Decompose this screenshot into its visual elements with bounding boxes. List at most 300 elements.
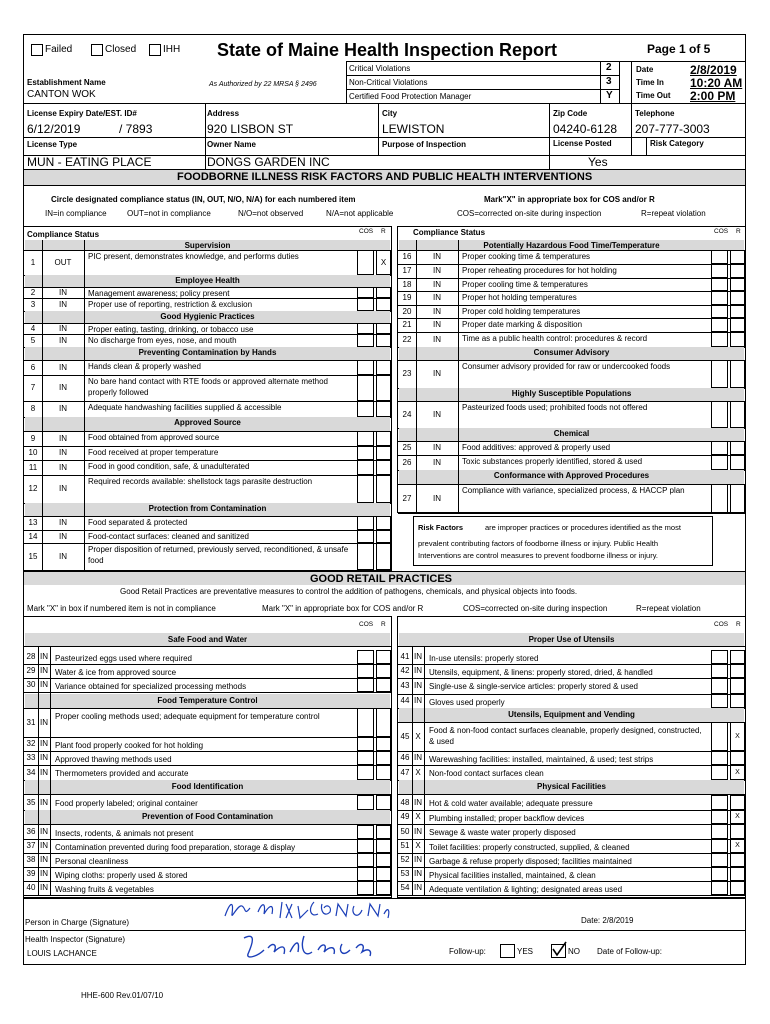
fb-left-row-divider: [24, 431, 391, 432]
gr-right-cos-box[interactable]: [711, 751, 728, 765]
gr-left-cos-box[interactable]: [357, 853, 374, 867]
fb-left-cos-box[interactable]: [357, 460, 374, 475]
retail-subtitle: Good Retail Practices are preventative measures to control the addition of pathogens, chemicals, and physical objects into foods.: [120, 587, 578, 596]
gr-left-r-box[interactable]: [376, 795, 391, 810]
fb-left-item-status: IN: [59, 299, 67, 309]
gr-left-row-divider: [24, 867, 391, 868]
gr-left-row-divider: [24, 824, 391, 825]
gr-left-item-description: Personal cleanliness: [55, 857, 129, 866]
fb-right-r-box[interactable]: [730, 360, 745, 388]
gr-left-r-box[interactable]: [376, 853, 391, 867]
gr-left-item-status: IN: [40, 767, 48, 777]
fb-left-item-description: Proper use of reporting, restriction & exclusion: [88, 300, 253, 309]
gr-right-item-number: 45: [400, 731, 410, 741]
gr-left-item-number: 31: [26, 717, 36, 727]
gr-right-r-box[interactable]: [730, 795, 745, 810]
fb-left-row-divider: [24, 543, 391, 544]
fb-left-item-number: 15: [28, 551, 38, 561]
fb-left-item-status: IN: [59, 335, 67, 345]
fb-left-item-number: 4: [30, 324, 36, 333]
risk-note-3: Interventions are control measures to prevent foodborne illness or injury.: [418, 551, 658, 560]
fb-right-item-status: IN: [433, 252, 441, 261]
gr-left-item-number: 33: [26, 753, 36, 762]
gr-right-r-mark: X: [735, 768, 740, 776]
fb-right-item-number: 23: [402, 369, 412, 378]
gr-left-cos-box[interactable]: [357, 867, 374, 881]
fb-right-r-box[interactable]: [730, 278, 745, 291]
fb-right-row-divider: [398, 264, 745, 265]
fb-left-item-status: IN: [59, 404, 67, 413]
closed-label: Closed: [105, 44, 137, 55]
fb-left-section-title: Good Hygienic Practices: [160, 312, 255, 321]
gr-right-section-title: Utensils, Equipment and Vending: [508, 710, 635, 719]
fb-right-item-number: 16: [402, 252, 412, 261]
fb-right-cos-box[interactable]: [711, 441, 728, 455]
out-note: OUT=not in compliance: [127, 209, 211, 218]
gr-left-item-description: Plant food properly cooked for hot holding: [55, 741, 204, 750]
fb-left-cos-box[interactable]: [357, 516, 374, 530]
fb-left-cos-box[interactable]: [357, 446, 374, 460]
gr-right-cos-box[interactable]: [711, 824, 728, 839]
right-r-header: R: [736, 228, 741, 235]
gr-right-row-divider: [398, 794, 745, 795]
fb-left-item-description: Proper eating, tasting, drinking, or tobacco use: [88, 325, 254, 334]
gr-left-section-title: Safe Food and Water: [167, 635, 248, 644]
gr-right-cos-box[interactable]: [711, 795, 728, 810]
gr-left-item-status: IN: [40, 883, 48, 892]
fb-right-item-number: 26: [402, 457, 412, 467]
gr-right-r-box[interactable]: [730, 853, 745, 867]
fb-left-cos-box[interactable]: [357, 250, 374, 275]
fb-right-item-status: IN: [433, 369, 441, 378]
fb-right-cos-box[interactable]: [711, 250, 728, 264]
gr-left-item-status: IN: [40, 680, 48, 689]
gr-right-item-status: IN: [414, 869, 422, 878]
fb-right-cos-box[interactable]: [711, 278, 728, 291]
zip-value: 04240-6128: [553, 122, 618, 136]
telephone-value: 207-777-3003: [635, 122, 710, 136]
fb-right-cos-box[interactable]: [711, 264, 728, 278]
followup-label: Follow-up:: [449, 947, 486, 956]
gr-right-item-number: 54: [400, 883, 410, 892]
fb-left-item-description: Food separated & protected: [88, 518, 188, 527]
gr-left-item-description: Variance obtained for specialized processing methods: [55, 682, 247, 691]
gr-right-item-description: Hot & cold water available; adequate pressure: [429, 799, 593, 808]
cos-note: COS=corrected on-site during inspection: [457, 209, 602, 218]
ihh-checkbox[interactable]: [149, 44, 161, 56]
fb-left-section-title: Employee Health: [175, 276, 240, 285]
gr-right-col-divider: [424, 646, 425, 895]
fb-right-cos-box[interactable]: [711, 455, 728, 470]
risk-note-bold: Risk Factors: [418, 523, 464, 532]
gr-right-cos-box[interactable]: [711, 810, 728, 824]
gr-left-row-divider: [24, 737, 391, 738]
fb-left-row-divider: [24, 570, 391, 571]
fb-left-item-description: No discharge from eyes, nose, and mouth: [88, 336, 237, 345]
fb-left-cos-box[interactable]: [357, 287, 374, 298]
left-cos-header: COS: [359, 228, 374, 235]
fb-left-item-number: 9: [30, 433, 36, 443]
gr-left-section-title: Food Identification: [171, 782, 244, 791]
fb-left-row-divider: [24, 446, 391, 447]
fb-left-row-divider: [24, 287, 391, 288]
fb-left-row-divider: [24, 298, 391, 299]
fb-left-item-number: 13: [28, 518, 38, 527]
fb-right-section-title: Highly Susceptible Populations: [511, 389, 632, 398]
fb-right-row-divider: [398, 401, 745, 402]
gr-right-r-box[interactable]: [730, 867, 745, 881]
fb-right-col-divider: [416, 240, 417, 513]
fb-left-r-box[interactable]: [376, 360, 391, 375]
gr-right-item-status: IN: [414, 666, 422, 675]
gr-right-r-box[interactable]: [730, 664, 745, 678]
fb-left-item-number: 12: [28, 484, 38, 493]
retail-left-r: R: [381, 621, 386, 628]
fb-left-r-box[interactable]: [376, 475, 391, 503]
telephone-label: Telephone: [635, 109, 675, 118]
fb-right-row-divider: [398, 332, 745, 333]
gr-left-row-divider: [24, 839, 391, 840]
gr-right-row-divider: [398, 694, 745, 695]
fb-right-item-status: IN: [433, 409, 441, 419]
ihh-label: IHH: [163, 44, 181, 55]
certified-value: Y: [606, 90, 613, 101]
na-note: N/A=not applicable: [326, 209, 394, 218]
followup-yes-checkbox[interactable]: [500, 944, 515, 958]
fb-left-item-status: IN: [59, 551, 67, 561]
gr-left-item-description: Washing fruits & vegetables: [55, 885, 154, 894]
gr-left-cos-box[interactable]: [357, 795, 374, 810]
gr-right-item-status: IN: [414, 696, 422, 705]
fb-right-cos-box[interactable]: [711, 484, 728, 513]
fb-left-cos-box[interactable]: [357, 543, 374, 570]
fb-right-r-box[interactable]: [730, 291, 745, 305]
fb-left-r-box[interactable]: [376, 460, 391, 475]
gr-left-r-box[interactable]: [376, 737, 391, 751]
fb-right-row-divider: [398, 441, 745, 442]
gr-left-row-divider: [24, 751, 391, 752]
gr-right-item-status: IN: [414, 826, 422, 836]
gr-left-cos-box[interactable]: [357, 825, 374, 839]
gr-right-cos-box[interactable]: [711, 867, 728, 881]
owner-value: DONGS GARDEN INC: [207, 155, 330, 169]
gr-right-r-box[interactable]: [730, 694, 745, 708]
gr-right-r-box[interactable]: [730, 751, 745, 765]
fb-right-item-status: IN: [433, 493, 441, 503]
fb-right-item-description: Proper reheating procedures for hot holding: [462, 266, 617, 275]
noncritical-label: Non-Critical Violations: [349, 78, 428, 87]
fb-left-item-description: Proper disposition of returned, previously served, reconditioned, & unsafe food: [88, 545, 349, 565]
gr-left-r-box[interactable]: [376, 825, 391, 839]
fb-right-r-box[interactable]: [730, 455, 745, 470]
gr-left-row-divider: [24, 678, 391, 679]
gr-right-cos-box[interactable]: [711, 765, 728, 780]
fb-left-r-box[interactable]: [376, 543, 391, 570]
fb-left-cos-box[interactable]: [357, 334, 374, 347]
fb-right-item-number: 27: [402, 493, 412, 503]
fb-left-col-divider: [42, 240, 43, 570]
gr-left-section-title: Food Temperature Control: [157, 696, 258, 705]
fb-right-cos-box[interactable]: [711, 318, 728, 332]
fb-right-item-status: IN: [433, 320, 441, 329]
gr-left-r-box[interactable]: [376, 751, 391, 765]
fb-left-item-status: IN: [59, 462, 67, 472]
gr-left-item-description: Water & ice from approved source: [55, 668, 177, 677]
fb-right-cos-box[interactable]: [711, 305, 728, 318]
gr-right-cos-box[interactable]: [711, 678, 728, 694]
fb-left-r-box[interactable]: [376, 446, 391, 460]
gr-right-item-status: IN: [414, 753, 422, 762]
gr-left-item-description: Proper cooling methods used; adequate equipment for temperature control: [55, 712, 320, 721]
inspector-signature: [238, 930, 378, 966]
certified-label: Certified Food Protection Manager: [349, 92, 472, 101]
gr-left-item-status: IN: [40, 827, 48, 836]
gr-right-cos-box[interactable]: [711, 881, 728, 895]
fb-right-cos-box[interactable]: [711, 401, 728, 428]
gr-left-r-box[interactable]: [376, 867, 391, 881]
fb-left-cos-box[interactable]: [357, 401, 374, 417]
mark-note: Mark"X" in appropriate box for COS and/or R: [484, 195, 655, 204]
fb-left-cos-box[interactable]: [357, 530, 374, 543]
fb-right-item-number: 17: [402, 266, 412, 275]
gr-right-cos-box[interactable]: [711, 664, 728, 678]
fb-right-r-box[interactable]: [730, 318, 745, 332]
fb-right-item-description: Compliance with variance, specialized process, & HACCP plan: [462, 486, 685, 495]
gr-left-row-divider: [24, 765, 391, 766]
gr-right-item-description: Single-use & single-service articles: properly stored & used: [429, 682, 638, 691]
fb-left-section-title: Preventing Contamination by Hands: [138, 348, 277, 357]
fb-left-cos-box[interactable]: [357, 298, 374, 311]
gr-right-r-box[interactable]: [730, 678, 745, 694]
city-label: City: [382, 109, 398, 118]
date-value: 2/8/2019: [690, 63, 737, 77]
city-value: LEWISTON: [382, 122, 445, 136]
fb-right-r-box[interactable]: [730, 484, 745, 513]
gr-left-cos-box[interactable]: [357, 765, 374, 780]
page-title: State of Maine Health Inspection Report: [217, 40, 558, 60]
gr-right-cos-box[interactable]: [711, 722, 728, 751]
noncritical-count: 3: [606, 76, 612, 87]
fb-right-r-box[interactable]: [730, 264, 745, 278]
time-in-value: 10:20 AM: [690, 76, 743, 90]
closed-checkbox[interactable]: [91, 44, 103, 56]
gr-left-item-description: Wiping cloths: properly used & stored: [55, 871, 188, 880]
gr-left-col-divider: [50, 646, 51, 895]
fb-left-cos-box[interactable]: [357, 475, 374, 503]
gr-left-r-box[interactable]: [376, 765, 391, 780]
gr-right-item-status: X: [415, 731, 421, 741]
gr-left-row-divider: [24, 664, 391, 665]
gr-right-item-description: Sewage & waste water properly disposed: [429, 828, 576, 837]
gr-right-cos-box[interactable]: [711, 694, 728, 708]
fb-left-row-divider: [24, 375, 391, 376]
form-id: HHE-600 Rev.01/07/10: [81, 991, 164, 1000]
fb-left-item-status: IN: [59, 531, 67, 541]
fb-left-cos-box[interactable]: [357, 360, 374, 375]
fb-right-item-description: Proper hot holding temperatures: [462, 293, 577, 302]
gr-left-item-number: 37: [26, 841, 36, 850]
gr-right-item-description: Garbage & refuse properly disposed; facilities maintained: [429, 857, 632, 866]
gr-left-r-box[interactable]: [376, 650, 391, 664]
establishment-label: Establishment Name: [27, 78, 106, 87]
gr-left-item-status: IN: [40, 753, 48, 762]
gr-right-item-number: 47: [400, 767, 410, 777]
gr-left-item-description: Food properly labeled; original container: [55, 799, 198, 808]
gr-left-item-description: Insects, rodents, & animals not present: [55, 829, 194, 838]
fb-left-item-status: IN: [59, 484, 67, 493]
gr-right-item-status: IN: [414, 797, 422, 807]
fb-left-cos-box[interactable]: [357, 431, 374, 446]
fb-left-cos-box[interactable]: [357, 375, 374, 401]
gr-left-section-title: Prevention of Food Contamination: [141, 812, 274, 821]
fb-right-item-status: IN: [433, 293, 441, 302]
fb-left-r-box[interactable]: [376, 516, 391, 530]
gr-left-r-box[interactable]: [376, 839, 391, 853]
gr-left-cos-box[interactable]: [357, 664, 374, 678]
fb-left-r-box[interactable]: [376, 298, 391, 311]
fb-left-r-box[interactable]: [376, 401, 391, 417]
inspector-signature-label: Health Inspector (Signature): [25, 935, 126, 944]
pic-signature: [222, 896, 392, 924]
right-compliance-status: Compliance Status: [413, 228, 486, 237]
fb-right-section-title: Chemical: [553, 429, 590, 438]
gr-right-row-divider: [398, 751, 745, 752]
gr-left-row-divider: [24, 692, 391, 693]
critical-count: 2: [606, 62, 612, 73]
fb-right-r-box[interactable]: [730, 332, 745, 347]
fb-right-item-status: IN: [433, 457, 441, 467]
gr-left-cos-box[interactable]: [357, 737, 374, 751]
establishment-value: CANTON WOK: [27, 89, 96, 100]
gr-left-cos-box[interactable]: [357, 708, 374, 737]
fb-left-item-number: 5: [30, 335, 36, 345]
fb-left-section-title: Supervision: [184, 241, 231, 250]
fb-left-r-box[interactable]: [376, 431, 391, 446]
gr-right-item-number: 46: [400, 753, 410, 762]
risk-note-2: prevalent contributing factors of foodborne illness or injury. Public Health: [418, 539, 658, 548]
retail-r-note: R=repeat violation: [636, 604, 701, 613]
fb-left-r-box[interactable]: [376, 323, 391, 334]
fb-right-item-status: IN: [433, 334, 441, 344]
fb-right-row-divider: [398, 291, 745, 292]
fb-right-section-title: Consumer Advisory: [533, 348, 610, 357]
gr-right-r-box[interactable]: [730, 650, 745, 664]
license-posted-value: Yes: [588, 155, 608, 169]
gr-left-cos-box[interactable]: [357, 881, 374, 895]
gr-right-item-number: 53: [400, 869, 410, 878]
fb-right-cos-box[interactable]: [711, 332, 728, 347]
gr-right-cos-box[interactable]: [711, 839, 728, 853]
gr-right-item-number: 43: [400, 681, 410, 690]
date-label: Date: [636, 65, 654, 74]
fb-left-cos-box[interactable]: [357, 323, 374, 334]
fb-right-cos-box[interactable]: [711, 291, 728, 305]
fb-left-section-title: Approved Source: [174, 418, 241, 427]
fb-right-item-description: Consumer advisory provided for raw or undercooked foods: [462, 362, 671, 371]
time-out-label: Time Out: [636, 91, 671, 100]
gr-left-cos-box[interactable]: [357, 751, 374, 765]
gr-left-item-description: Thermometers provided and accurate: [55, 769, 189, 778]
gr-left-col-divider: [38, 646, 39, 895]
retail-right-r: R: [736, 621, 741, 628]
gr-right-item-description: Food & non-food contact surfaces cleanable, properly designed, constructed, & used: [429, 726, 702, 747]
gr-left-row-divider: [24, 708, 391, 709]
fb-right-item-description: Time as a public health control: procedures & record: [462, 334, 648, 343]
gr-left-r-box[interactable]: [376, 708, 391, 737]
gr-left-r-box[interactable]: [376, 881, 391, 895]
license-posted-label: License Posted: [553, 139, 612, 148]
fb-right-item-description: Proper cold holding temperatures: [462, 307, 581, 316]
gr-left-item-status: IN: [40, 666, 48, 675]
gr-left-item-number: 40: [26, 883, 36, 892]
fb-right-item-description: Pasteurized foods used; prohibited foods not offered: [462, 403, 648, 412]
fb-left-item-status: IN: [59, 324, 67, 333]
fb-left-r-box[interactable]: [376, 530, 391, 543]
fb-left-item-description: Hands clean & properly washed: [88, 362, 201, 371]
fb-left-r-box[interactable]: [376, 334, 391, 347]
gr-right-cos-box[interactable]: [711, 853, 728, 867]
fb-left-r-box[interactable]: [376, 287, 391, 298]
failed-checkbox[interactable]: [31, 44, 43, 56]
pic-signature-label: Person in Charge (Signature): [25, 918, 130, 927]
gr-right-r-box[interactable]: [730, 824, 745, 839]
license-expiry-value: 6/12/2019: [27, 122, 81, 136]
time-out-value: 2:00 PM: [690, 89, 736, 103]
gr-left-r-box[interactable]: [376, 678, 391, 692]
fb-right-cos-box[interactable]: [711, 360, 728, 388]
fb-left-row-divider: [24, 460, 391, 461]
gr-right-row-divider: [398, 810, 745, 811]
gr-left-cos-box[interactable]: [357, 650, 374, 664]
fb-left-item-description: Management awareness; policy present: [88, 289, 230, 298]
page-number: Page 1 of 5: [647, 42, 711, 56]
gr-left-item-number: 32: [26, 739, 36, 748]
no-note: N/O=not observed: [238, 209, 304, 218]
gr-right-row-divider: [398, 722, 745, 723]
fb-right-row-divider: [398, 484, 745, 485]
fb-left-row-divider: [24, 360, 391, 361]
gr-left-cos-box[interactable]: [357, 839, 374, 853]
fb-right-item-number: 19: [402, 293, 412, 302]
gr-right-item-number: 52: [400, 855, 410, 864]
fb-left-item-description: Adequate handwashing facilities supplied & accessible: [88, 403, 282, 412]
fb-right-r-box[interactable]: [730, 305, 745, 318]
fb-right-r-box[interactable]: [730, 441, 745, 455]
gr-left-r-box[interactable]: [376, 664, 391, 678]
gr-right-r-mark: X: [735, 842, 740, 849]
fb-left-row-divider: [24, 516, 391, 517]
gr-left-cos-box[interactable]: [357, 678, 374, 692]
gr-left-item-number: 28: [26, 652, 36, 661]
authorized-note: As Authorized by 22 MRSA § 2496: [209, 81, 317, 88]
fb-left-item-number: 8: [30, 404, 36, 413]
gr-right-r-box[interactable]: [730, 881, 745, 895]
fb-right-r-box[interactable]: [730, 250, 745, 264]
fb-left-row-divider: [24, 401, 391, 402]
fb-left-col-divider: [84, 240, 85, 570]
gr-right-item-number: 48: [400, 797, 410, 807]
fb-right-r-box[interactable]: [730, 401, 745, 428]
fb-left-item-description: Food obtained from approved source: [88, 433, 220, 442]
fb-left-item-status: IN: [59, 433, 67, 443]
fb-left-r-box[interactable]: [376, 375, 391, 401]
gr-right-row-divider: [398, 839, 745, 840]
gr-right-cos-box[interactable]: [711, 650, 728, 664]
left-compliance-status: Compliance Status: [27, 230, 100, 239]
gr-right-item-status: X: [415, 812, 421, 821]
gr-right-item-number: 49: [400, 812, 410, 821]
gr-left-item-description: Contamination prevented during food preparation, storage & display: [55, 843, 296, 852]
